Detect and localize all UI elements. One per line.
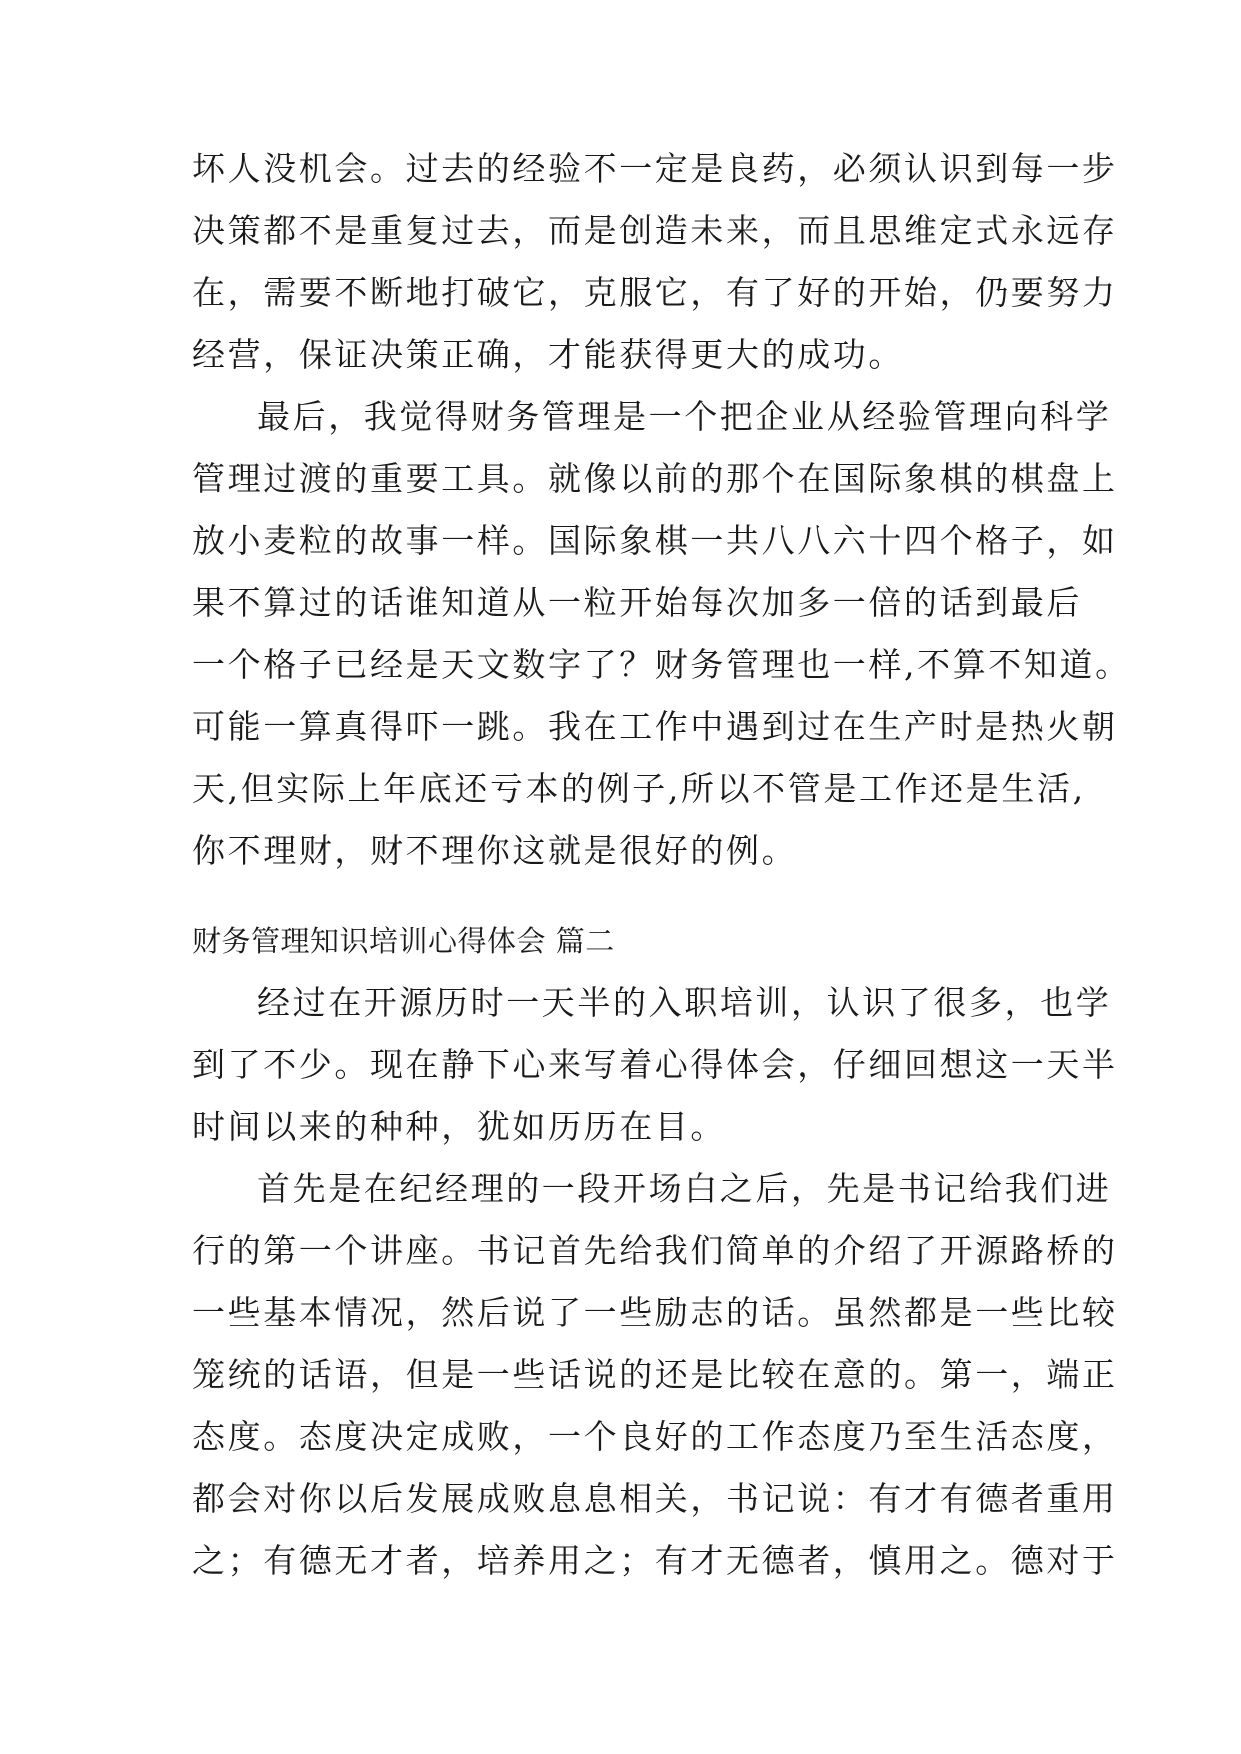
paragraph-line: 经过在开源历时一天半的入职培训，认识了很多，也学 — [257, 983, 1112, 1022]
paragraph-line: 果不算过的话谁知道从一粒开始每次加多一倍的话到最后 — [192, 583, 1082, 622]
section-heading: 财务管理知识培训心得体会 篇二 — [192, 924, 615, 958]
paragraph-line: 管理过渡的重要工具。就像以前的那个在国际象棋的棋盘上 — [192, 459, 1118, 498]
paragraph-line: 都会对你以后发展成败息息相关，书记说：有才有德者重用 — [192, 1479, 1118, 1518]
paragraph-line: 放小麦粒的故事一样。国际象棋一共八八六十四个格子，如 — [192, 521, 1118, 560]
paragraph-line: 你不理财，财不理你这就是很好的例。 — [192, 831, 798, 870]
paragraph-line: 时间以来的种种，犹如历历在目。 — [192, 1107, 726, 1146]
paragraph-line: 经营，保证决策正确，才能获得更大的成功。 — [192, 335, 904, 374]
paragraph-line: 决策都不是重复过去，而是创造未来，而且思维定式永远存 — [192, 211, 1118, 250]
paragraph-line: 笼统的话语，但是一些话说的还是比较在意的。第一，端正 — [192, 1355, 1118, 1394]
paragraph-line: 天,但实际上年底还亏本的例子,所以不管是工作还是生活, — [192, 769, 1086, 808]
paragraph-line: 坏人没机会。过去的经验不一定是良药，必须认识到每一步 — [192, 149, 1118, 188]
paragraph-line: 一个格子已经是天文数字了？财务管理也一样,不算不知道。 — [192, 645, 1131, 684]
paragraph-line: 在，需要不断地打破它，克服它，有了好的开始，仍要努力 — [192, 273, 1118, 312]
paragraph-line: 首先是在纪经理的一段开场白之后，先是书记给我们进 — [257, 1169, 1112, 1208]
paragraph-line: 到了不少。现在静下心来写着心得体会，仔细回想这一天半 — [192, 1045, 1118, 1084]
paragraph-line: 可能一算真得吓一跳。我在工作中遇到过在生产时是热火朝 — [192, 707, 1118, 746]
paragraph-line: 态度。态度决定成败，一个良好的工作态度乃至生活态度， — [192, 1417, 1118, 1456]
paragraph-line: 最后，我觉得财务管理是一个把企业从经验管理向科学 — [257, 397, 1112, 436]
paragraph-line: 之；有德无才者，培养用之；有才无德者，慎用之。德对于 — [192, 1541, 1118, 1580]
paragraph-line: 一些基本情况，然后说了一些励志的话。虽然都是一些比较 — [192, 1293, 1118, 1332]
paragraph-line: 行的第一个讲座。书记首先给我们简单的介绍了开源路桥的 — [192, 1231, 1118, 1270]
